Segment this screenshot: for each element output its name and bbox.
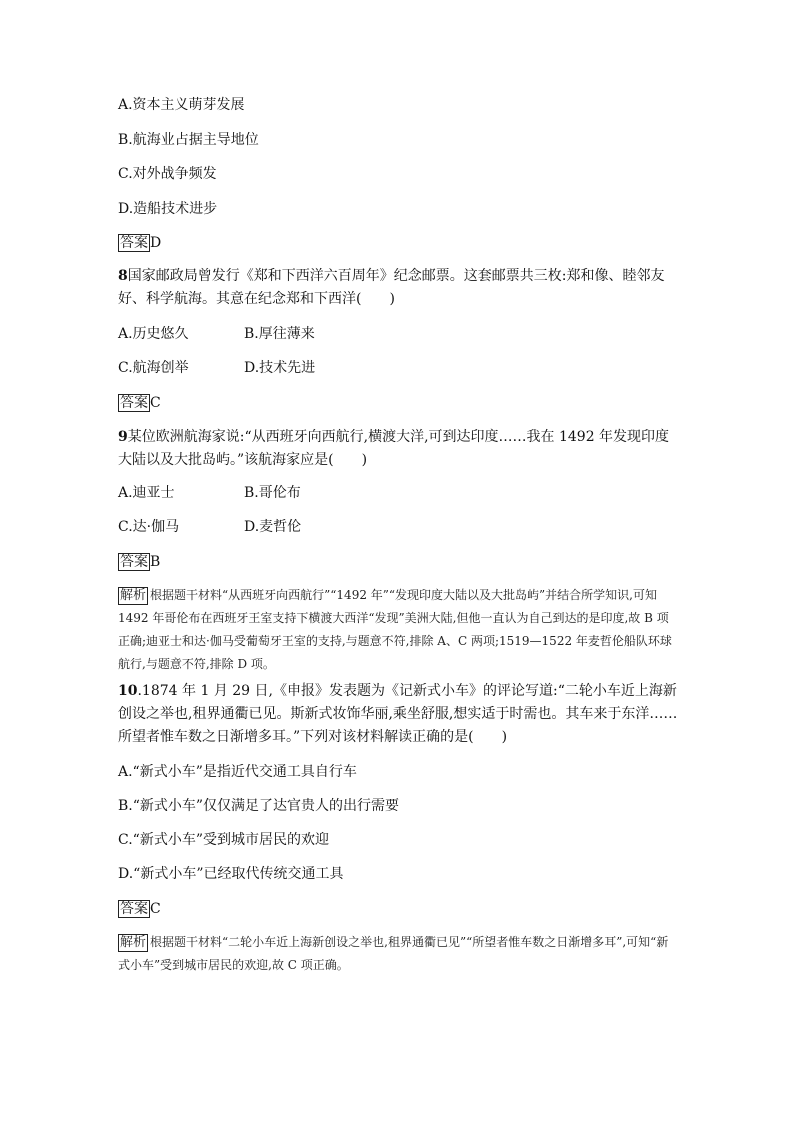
q10-option-d: D.“新式小车”已经取代传统交通工具 (118, 866, 344, 882)
explanation-text: 根据题干材料“二轮小车近上海新创设之举也,租界通衢已见”“所望者惟车数之日渐增多耳”,可知“新式小车”受到城市居民的欢迎,故 C 项正确。 (118, 935, 669, 972)
q7-option-b: B.航海业占据主导地位 (118, 132, 259, 148)
q7-answer (118, 234, 161, 252)
answer-tag: 答案 (120, 395, 148, 411)
q10-option-c: C.“新式小车”受到城市居民的欢迎 (118, 832, 329, 848)
q9-stem (118, 426, 678, 472)
question-text: 国家邮政局曾发行《郑和下西洋六百周年》纪念邮票。这套邮票共三枚:郑和像、睦邻友好、科学航海。其意在纪念郑和下西洋( ) (118, 268, 665, 307)
explanation-tag: 解析 (120, 588, 147, 603)
question-number: 8 (118, 268, 128, 284)
q7-option-c: C.对外战争频发 (118, 166, 217, 182)
explanation-tag: 解析 (120, 935, 147, 950)
answer-tag: 答案 (120, 235, 148, 251)
answer-value: C (150, 901, 161, 917)
answer-value: B (150, 554, 161, 570)
q8-option-a: A.历史悠久 (118, 326, 189, 342)
q10-option-a: A.“新式小车”是指近代交通工具自行车 (118, 764, 357, 780)
q10-answer (118, 900, 161, 918)
q8-option-c: C.航海创举 (118, 360, 189, 376)
question-number: 9 (118, 429, 128, 445)
answer-value: C (150, 395, 161, 411)
q10-explanation (118, 931, 674, 977)
question-text: 某位欧洲航海家说:“从西班牙向西航行,横渡大洋,可到达印度……我在 1492 年发现印度大陆以及大批岛屿。”该航海家应是( ) (118, 429, 670, 468)
explanation-text: 根据题干材料“从西班牙向西航行”“1492 年”“发现印度大陆以及大批岛屿”并结合所学知识,可知 1492 年哥伦布在西班牙王室支持下横渡大西洋“发现”美洲大陆,但他一直认为自己到达的是印度,故 B 项正确;迪亚士和达·伽马受葡萄牙王室的支持,与题意不符,排除 A、C 两项;1519—1522 年麦哲伦船队环球航行,与题意不符,排除 D 项。 (118, 588, 672, 671)
q9-option-c: C.达·伽马 (118, 519, 180, 535)
q8-stem (118, 265, 678, 311)
q9-answer (118, 553, 160, 571)
q9-option-d: D.麦哲伦 (244, 519, 302, 535)
q10-stem (118, 680, 678, 749)
q8-answer (118, 394, 161, 412)
q7-option-d: D.造船技术进步 (118, 201, 218, 217)
answer-value: D (150, 235, 162, 251)
q9-option-b: B.哥伦布 (244, 485, 301, 501)
answer-tag: 答案 (120, 901, 148, 917)
question-text: .1874 年 1 月 29 日,《申报》发表题为《记新式小车》的评论写道:“二轮小车近上海新创设之举也,租界通衢已见。斯新式妆饰华丽,乘坐舒服,想实适于时需也。其车来于东洋……所望者惟车数之日渐增多耳。”下列对该材料解读正确的是( ) (118, 683, 678, 745)
q8-option-b: B.厚往薄来 (244, 326, 315, 342)
q8-option-d: D.技术先进 (244, 360, 316, 376)
q10-option-b: B.“新式小车”仅仅满足了达官贵人的出行需要 (118, 798, 400, 814)
answer-tag: 答案 (120, 554, 148, 570)
q9-option-a: A.迪亚士 (118, 485, 175, 501)
q9-explanation (118, 584, 674, 676)
q7-option-a: A.资本主义萌芽发展 (118, 97, 245, 113)
question-number: 10 (118, 683, 138, 699)
